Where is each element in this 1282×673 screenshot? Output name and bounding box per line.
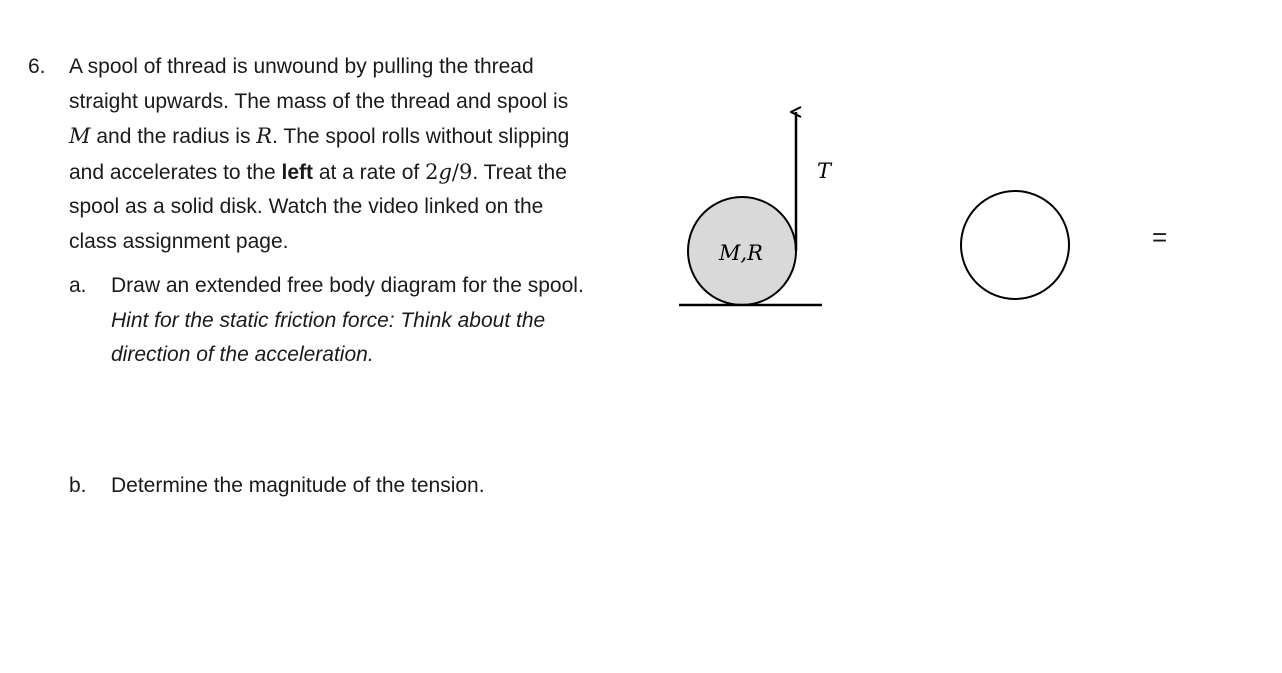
question-line-3-mid: and the radius is bbox=[90, 125, 257, 149]
acceleration-coefficient: 2 bbox=[425, 159, 439, 184]
question-line-5: spool as a solid disk. Watch the video linked on the bbox=[69, 195, 544, 219]
spool-label: M,R bbox=[719, 241, 763, 265]
question-line-4-mid: at a rate of bbox=[312, 160, 426, 184]
question-line-4-end: . Treat the bbox=[472, 160, 567, 184]
question-line-3-end: . The spool rolls without slipping bbox=[272, 125, 570, 149]
question-line-2: straight upwards. The mass of the thread and spool is bbox=[69, 89, 569, 113]
tension-label: T bbox=[816, 159, 832, 183]
mass-variable: M bbox=[69, 124, 91, 149]
part-b-text: Determine the magnitude of the tension. bbox=[111, 474, 485, 497]
question-number: 6. bbox=[28, 55, 46, 78]
question-line-4-start: and accelerates to the bbox=[69, 160, 282, 184]
part-a-hint-line-1: Hint for the static friction force: Think about the bbox=[111, 308, 546, 332]
empty-fbd-circle bbox=[961, 191, 1069, 299]
question-line-6: class assignment page. bbox=[69, 229, 289, 253]
acceleration-divisor: /9 bbox=[451, 159, 473, 184]
gravity-variable: g bbox=[438, 159, 452, 184]
part-a-text: Draw an extended free body diagram for the spool. bbox=[111, 274, 584, 297]
equals-sign: = bbox=[1152, 222, 1168, 252]
direction-left-bold: left bbox=[281, 160, 313, 184]
question-line-1: A spool of thread is unwound by pulling the thread bbox=[69, 55, 534, 78]
radius-variable: R bbox=[256, 124, 273, 149]
part-b-label: b. bbox=[69, 474, 87, 497]
part-a-label: a. bbox=[69, 274, 87, 297]
part-a-hint-line-2: direction of the acceleration. bbox=[111, 343, 374, 367]
